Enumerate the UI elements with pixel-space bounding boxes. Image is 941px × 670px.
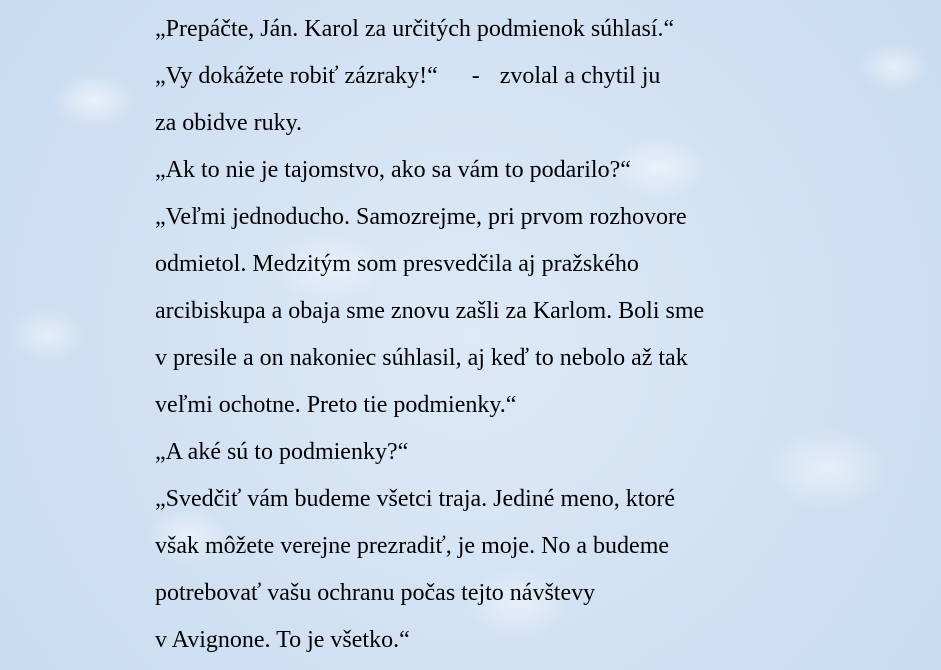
- quote-text: „Vy dokážete robiť zázraky!“: [155, 63, 438, 89]
- text-line: [155, 53, 915, 100]
- dash: -: [471, 63, 480, 89]
- text-line: v presile a on nakoniec súhlasil, aj keď to nebolo až tak: [155, 345, 688, 371]
- text-line: za obidve ruky.: [155, 110, 303, 136]
- text-line: „Svedčiť vám budeme všetci traja. Jediné meno, ktoré: [155, 486, 676, 512]
- text-line: odmietol. Medzitým som presvedčila aj pražského: [155, 251, 639, 277]
- text-line: „Veľmi jednoducho. Samozrejme, pri prvom rozhovore: [155, 204, 687, 230]
- text-line: „Prepáčte, Ján. Karol za určitých podmienok súhlasí.“: [155, 16, 675, 42]
- text-line: arcibiskupa a obaja sme znovu zašli za Karlom. Boli sme: [155, 298, 705, 324]
- document-page: [155, 6, 915, 664]
- text-line: potrebovať vašu ochranu počas tejto návštevy: [155, 580, 596, 606]
- text-line: „Ak to nie je tajomstvo, ako sa vám to podarilo?“: [155, 157, 631, 183]
- narration-text: zvolal a chytil ju: [499, 63, 661, 89]
- text-line: však môžete verejne prezradiť, je moje. No a budeme: [155, 533, 670, 559]
- text-line: „A aké sú to podmienky?“: [155, 439, 409, 465]
- text-line: v Avignone. To je všetko.“: [155, 627, 410, 653]
- text-line: veľmi ochotne. Preto tie podmienky.“: [155, 392, 517, 418]
